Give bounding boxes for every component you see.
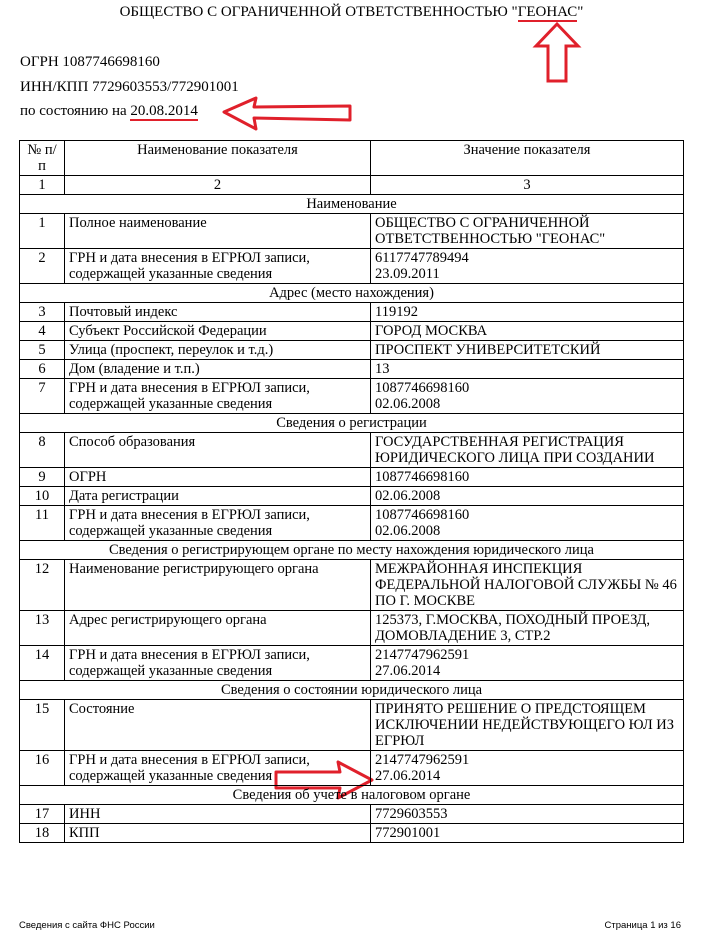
indicator-name: Субъект Российской Федерации: [65, 322, 371, 341]
indicator-value: 772901001: [371, 824, 684, 843]
indicator-name: Состояние: [65, 700, 371, 751]
indicator-value: [371, 379, 684, 414]
indicator-value: 1087746698160: [371, 468, 684, 487]
table-row: [20, 360, 684, 379]
indicator-value: 125373, Г.МОСКВА, ПОХОДНЫЙ ПРОЕЗД, ДОМОВЛАДЕНИЕ 3, СТР.2: [371, 611, 684, 646]
value-line: 6117747789494: [375, 250, 469, 266]
indicator-name: Полное наименование: [65, 214, 371, 249]
indicator-value: ПРОСПЕКТ УНИВЕРСИТЕТСКИЙ: [371, 341, 684, 360]
indicator-value: МЕЖРАЙОННАЯ ИНСПЕКЦИЯ ФЕДЕРАЛЬНОЙ НАЛОГОВОЙ СЛУЖБЫ № 46 ПО Г. МОСКВЕ: [371, 560, 684, 611]
value-line: 02.06.2008: [375, 396, 441, 412]
table-row: [20, 611, 684, 646]
section-title: Сведения об учете в налоговом органе: [20, 786, 684, 805]
table-row: [20, 700, 684, 751]
indicator-value: 119192: [371, 303, 684, 322]
ogrn-line: ОГРН 1087746698160: [20, 54, 160, 70]
column-number-3: 3: [371, 176, 684, 195]
table-row: [20, 433, 684, 468]
indicator-value: 02.06.2008: [371, 487, 684, 506]
section-title: Наименование: [20, 195, 684, 214]
row-number: 3: [20, 303, 65, 322]
row-number: 15: [20, 700, 65, 751]
column-number-2: 2: [65, 176, 371, 195]
section-title: Сведения о регистрации: [20, 414, 684, 433]
left-arrow-annotation-icon: [222, 96, 352, 132]
title-company-name: ГЕОНАС: [517, 4, 578, 20]
indicator-name: Дата регистрации: [65, 487, 371, 506]
section-header-row: [20, 786, 684, 805]
table-row: [20, 487, 684, 506]
row-number: 6: [20, 360, 65, 379]
table-row: [20, 751, 684, 786]
column-header-num: № п/п: [20, 141, 65, 176]
table-row: [20, 646, 684, 681]
row-number: 18: [20, 824, 65, 843]
value-line: 27.06.2014: [375, 663, 441, 679]
up-arrow-annotation-icon: [534, 22, 580, 84]
column-header-name: Наименование показателя: [65, 141, 371, 176]
section-header-row: [20, 414, 684, 433]
table-row: [20, 214, 684, 249]
value-line: 1087746698160: [375, 507, 470, 523]
row-number: 13: [20, 611, 65, 646]
value-line: 2147747962591: [375, 647, 470, 663]
indicator-name: ГРН и дата внесения в ЕГРЮЛ записи, содержащей указанные сведения: [65, 506, 371, 541]
indicator-name: Дом (владение и т.п.): [65, 360, 371, 379]
document-title: [0, 4, 703, 21]
indicator-value: [371, 249, 684, 284]
indicator-value: ОБЩЕСТВО С ОГРАНИЧЕННОЙ ОТВЕТСТВЕННОСТЬЮ "ГЕОНАС": [371, 214, 684, 249]
row-number: 12: [20, 560, 65, 611]
section-header-row: [20, 541, 684, 560]
indicator-name: КПП: [65, 824, 371, 843]
column-number-1: 1: [20, 176, 65, 195]
indicator-name: Наименование регистрирующего органа: [65, 560, 371, 611]
section-header-row: [20, 681, 684, 700]
column-number-row: [20, 176, 684, 195]
row-number: 7: [20, 379, 65, 414]
indicator-value: [371, 506, 684, 541]
row-number: 14: [20, 646, 65, 681]
footer-page-number: Страница 1 из 16: [604, 920, 681, 931]
row-number: 17: [20, 805, 65, 824]
indicator-value: 7729603553: [371, 805, 684, 824]
value-line: 1087746698160: [375, 380, 470, 396]
table-row: [20, 468, 684, 487]
row-number: 10: [20, 487, 65, 506]
table-row: [20, 322, 684, 341]
as-of-date: 20.08.2014: [130, 103, 198, 119]
indicator-value: 13: [371, 360, 684, 379]
indicator-value: ГОСУДАРСТВЕННАЯ РЕГИСТРАЦИЯ ЮРИДИЧЕСКОГО ЛИЦА ПРИ СОЗДАНИИ: [371, 433, 684, 468]
column-header-value: Значение показателя: [371, 141, 684, 176]
title-prefix: ОБЩЕСТВО С ОГРАНИЧЕННОЙ ОТВЕТСТВЕННОСТЬЮ ": [119, 4, 518, 20]
indicator-name: ГРН и дата внесения в ЕГРЮЛ записи, содержащей указанные сведения: [65, 646, 371, 681]
indicator-name: Адрес регистрирующего органа: [65, 611, 371, 646]
section-header-row: [20, 195, 684, 214]
indicator-value: [371, 646, 684, 681]
table-row: [20, 249, 684, 284]
row-number: 9: [20, 468, 65, 487]
indicator-name: ИНН: [65, 805, 371, 824]
indicator-value: [371, 751, 684, 786]
table-row: [20, 824, 684, 843]
table-row: [20, 379, 684, 414]
indicator-name: ОГРН: [65, 468, 371, 487]
footer-source: Сведения с сайта ФНС России: [19, 920, 155, 931]
value-line: 27.06.2014: [375, 768, 441, 784]
indicator-name: Почтовый индекс: [65, 303, 371, 322]
section-header-row: [20, 284, 684, 303]
section-title: Адрес (место нахождения): [20, 284, 684, 303]
indicator-name: Способ образования: [65, 433, 371, 468]
indicator-name: ГРН и дата внесения в ЕГРЮЛ записи, содержащей указанные сведения: [65, 751, 371, 786]
row-number: 11: [20, 506, 65, 541]
table-header-row: [20, 141, 684, 176]
table-row: [20, 341, 684, 360]
row-number: 2: [20, 249, 65, 284]
value-line: 23.09.2011: [375, 266, 440, 282]
indicator-name: Улица (проспект, переулок и т.д.): [65, 341, 371, 360]
row-number: 8: [20, 433, 65, 468]
inn-kpp-line: ИНН/КПП 7729603553/772901001: [20, 79, 239, 95]
as-of-date-line: [20, 103, 198, 120]
section-title: Сведения о регистрирующем органе по месту нахождения юридического лица: [20, 541, 684, 560]
row-number: 4: [20, 322, 65, 341]
title-suffix: ": [577, 4, 584, 20]
egrul-extract-table: [19, 140, 684, 843]
table-row: [20, 303, 684, 322]
row-number: 5: [20, 341, 65, 360]
table-row: [20, 805, 684, 824]
indicator-value: ГОРОД МОСКВА: [371, 322, 684, 341]
table-row: [20, 560, 684, 611]
section-title: Сведения о состоянии юридического лица: [20, 681, 684, 700]
row-number: 16: [20, 751, 65, 786]
indicator-name: ГРН и дата внесения в ЕГРЮЛ записи, содержащей указанные сведения: [65, 379, 371, 414]
as-of-label: по состоянию на: [20, 103, 131, 119]
table-row: [20, 506, 684, 541]
row-number: 1: [20, 214, 65, 249]
indicator-name: ГРН и дата внесения в ЕГРЮЛ записи, содержащей указанные сведения: [65, 249, 371, 284]
value-line: 2147747962591: [375, 752, 470, 768]
value-line: 02.06.2008: [375, 523, 441, 539]
indicator-value: ПРИНЯТО РЕШЕНИЕ О ПРЕДСТОЯЩЕМ ИСКЛЮЧЕНИИ НЕДЕЙСТВУЮЩЕГО ЮЛ ИЗ ЕГРЮЛ: [371, 700, 684, 751]
